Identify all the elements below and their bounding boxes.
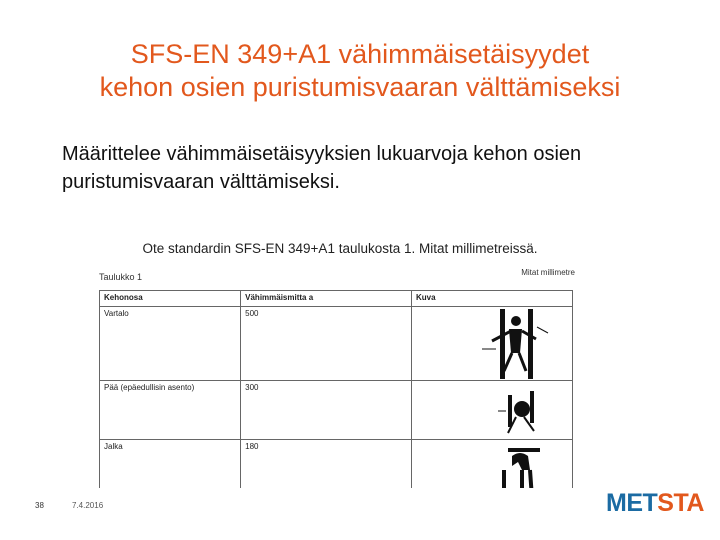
table-caption: Taulukko 1 <box>99 272 143 282</box>
torso-gap-icon <box>412 307 572 380</box>
page-number: 38 <box>35 501 44 510</box>
table-row <box>100 381 573 440</box>
excerpt-caption: Ote standardin SFS-EN 349+A1 taulukosta 1. Mitat millimetreissä. <box>142 241 538 256</box>
measurements-table <box>99 290 573 488</box>
head-gap-icon <box>412 381 572 439</box>
cell-picture <box>412 440 573 489</box>
table-row <box>100 307 573 381</box>
cell-part: Pää (epäedullisin asento) <box>100 381 241 440</box>
lead-line-2: puristumisvaaran välttämiseksi. <box>62 171 340 193</box>
slide-title-line-1: SFS-EN 349+A1 vähimmäisetäisyydet <box>130 39 590 69</box>
cell-min: 180 <box>241 440 412 489</box>
table-header-row <box>100 291 573 307</box>
lead-text <box>62 140 702 196</box>
leg-gap-icon <box>412 440 572 488</box>
standard-table-excerpt <box>99 268 577 488</box>
cell-part: Vartalo <box>100 307 241 381</box>
footer-date: 7.4.2016 <box>72 501 104 510</box>
cell-min: 300 <box>241 381 412 440</box>
lead-line-1: Määrittelee vähimmäisetäisyyksien lukuarvoja kehon osien <box>62 143 582 165</box>
logo-part-2: STA <box>657 489 704 517</box>
cell-min: 500 <box>241 307 412 381</box>
logo-part-1: MET <box>606 489 658 517</box>
column-header-picture: Kuva <box>412 291 573 307</box>
cell-picture <box>412 381 573 440</box>
metsta-logo <box>606 488 704 518</box>
units-note: Mitat millimetre <box>521 268 575 277</box>
column-header-min: Vähimmäismitta a <box>241 291 412 307</box>
cell-part: Jalka <box>100 440 241 489</box>
slide-title-line-2: kehon osien puristumisvaaran välttämiseksi <box>99 72 621 102</box>
column-header-part: Kehonosa <box>100 291 241 307</box>
table-row <box>100 440 573 489</box>
slide-title <box>30 38 690 104</box>
cell-picture <box>412 307 573 381</box>
